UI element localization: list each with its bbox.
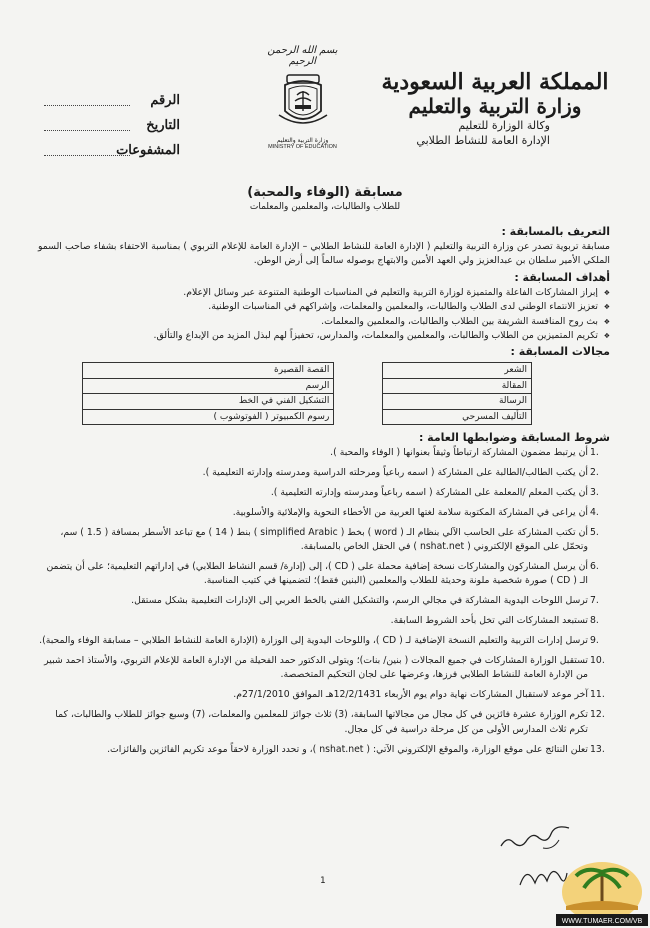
term-text: تعلن النتائج على موقع الوزارة، والموقع الإلكتروني الآتي: ( nshat.net )، و تحدد الوزارة لاحقاً موعد تكريم الفائزين والفائزات. bbox=[107, 743, 588, 755]
goals-list bbox=[38, 286, 610, 344]
ref-number-line bbox=[44, 95, 130, 106]
table-row bbox=[83, 394, 532, 409]
watermark-url: WWW.TUMAER.COM/VB bbox=[561, 918, 643, 925]
term-item bbox=[38, 526, 610, 555]
emblem-caption-ar: وزارة التربية والتعليم bbox=[276, 137, 329, 144]
letterhead-center bbox=[255, 45, 350, 150]
term-text: أن تكتب المشاركة على الحاسب الآلي بنظام الـ ( word ) بخط ( simplified Arabic ) بنط ( 14 ) مع تباعد الأسطر بمسافة ( 1.5 ) سم، وتحمّل على الموقع الإلكتروني ( nshat.net ) في الحقل الخاص بالمسابقة. bbox=[60, 526, 588, 553]
watermark-logo-icon bbox=[556, 860, 648, 926]
ref-date-row bbox=[40, 113, 180, 138]
letterhead-right bbox=[380, 70, 610, 148]
term-text: أن يراعى في المشاركة المكتوبة سلامة لغتها العربية من الأخطاء النحوية والإملائية والأسلوبية. bbox=[232, 506, 588, 518]
term-number: .1 bbox=[590, 447, 599, 459]
table-cell: التأليف المسرحي bbox=[383, 409, 532, 424]
fields-table bbox=[82, 362, 532, 425]
ref-date-label: التاريخ bbox=[146, 118, 180, 133]
table-cell: الرسم bbox=[83, 378, 334, 393]
ref-date-line bbox=[44, 120, 130, 131]
table-cell: الرسالة bbox=[383, 394, 532, 409]
term-item bbox=[38, 466, 610, 480]
term-number: .8 bbox=[590, 615, 599, 627]
department-name: الإدارة العامة للنشاط الطلابي bbox=[416, 134, 550, 147]
term-item bbox=[38, 708, 610, 737]
term-item bbox=[38, 654, 610, 683]
ministry-emblem-icon bbox=[273, 71, 333, 131]
ref-attachments-row bbox=[40, 138, 180, 163]
ref-attachments-label: المشفوعات bbox=[116, 143, 180, 158]
reference-fields bbox=[40, 88, 180, 163]
table-row bbox=[83, 363, 532, 378]
term-number: .5 bbox=[590, 526, 599, 538]
term-text: أن يرتبط مضمون المشاركة ارتباطاً وثيقاً بعنوانها ( الوفاء والمحبة ). bbox=[330, 447, 588, 459]
term-number: .12 bbox=[590, 709, 605, 721]
goal-item: ❖ إبراز المشاركات الفاعلة والمتميزة لوزارة التربية والتعليم في المناسبات الوطنية المتنوعة عبر وسائل الإعلام. bbox=[38, 286, 610, 300]
terms-list bbox=[38, 446, 610, 757]
term-text: تستبعد المشاركات التي تخل بأحد الشروط السابقة. bbox=[390, 615, 588, 627]
term-text: ترسل اللوحات اليدوية المشاركة في مجالي الرسم، والتشكيل الفني بالخط العربي إلى الإدارات التعليمية بشكل مستقل. bbox=[131, 595, 588, 607]
table-row bbox=[83, 409, 532, 424]
term-item bbox=[38, 446, 610, 460]
term-text: أن يرسل المشاركون والمشاركات نسخة إضافية محملة على ( CD )، إلى (إدارة/ قسم النشاط الطلابي) في إداراتهم التعليمية؛ على أن يتضمن الـ ( CD ) صورة شخصية ملونة وحديثة للطلاب والمعلمين (البنين فقط)؛ لتضمينها في كتيب المناسبة. bbox=[46, 561, 588, 587]
table-cell: المقالة bbox=[383, 378, 532, 393]
kingdom-name: المملكة العربية السعودية bbox=[381, 69, 609, 95]
term-number: .2 bbox=[590, 466, 599, 478]
term-number: .3 bbox=[590, 486, 599, 498]
ministry-name: وزارة التربية والتعليم bbox=[408, 94, 582, 118]
table-cell: القصة القصيرة bbox=[83, 363, 334, 378]
term-number: .13 bbox=[590, 743, 605, 755]
terms-heading: شروط المسابقة وضوابطها العامة : bbox=[418, 431, 610, 445]
basmala: بسم الله الرحمن الرحيم bbox=[267, 45, 338, 67]
term-number: .7 bbox=[590, 595, 599, 607]
term-number: .9 bbox=[590, 635, 599, 647]
title-main: مسابقة (الوفاء والمحبة) bbox=[247, 185, 403, 200]
table-cell: التشكيل الفني في الخط bbox=[83, 394, 334, 409]
term-item bbox=[38, 560, 610, 589]
ref-number-label: الرقم bbox=[150, 93, 180, 108]
term-item bbox=[38, 506, 610, 520]
term-text: آخر موعد لاستقبال المشاركات نهاية دوام يوم الأربعاء 12/2/1431هـ الموافق 27/1/2010م. bbox=[233, 689, 588, 701]
term-item bbox=[38, 594, 610, 608]
ref-number-row bbox=[40, 88, 180, 113]
document-body bbox=[38, 223, 610, 762]
term-item bbox=[38, 634, 610, 648]
signature-icon bbox=[495, 820, 575, 860]
term-text: تكرم الوزارة عشرة فائزين في كل مجال من مجالاتها السابقة، (3) ثلاث جوائز للمعلمين والمعلمات، (7) وسبع جوائز للطلاب والطالبات، كما تكرم ثلاث المدارس الأولى من كل مرحلة دراسية في كل مجال. bbox=[55, 709, 588, 735]
intro-text: مسابقة تربوية تصدر عن وزارة التربية والتعليم ( الإدارة العامة للنشاط الطلابي – الإدارة العامة للإعلام التربوي ) بمناسبة الاحتفاء بشفاء صاحب السمو الملكي الأمير سلطان بن عبدالعزيز ولي العهد الأمين والابتهاج بوصوله سالماً إلى أرض الوطن. bbox=[38, 241, 610, 267]
term-text: ترسل إدارات التربية والتعليم النسخة الإضافية لـ ( CD )، واللوحات اليدوية إلى الوزارة (الإدارة العامة للنشاط الطلابي – مسابقة الوفاء والمحبة). bbox=[39, 635, 588, 647]
term-item bbox=[38, 486, 610, 500]
agency-name: وكالة الوزارة للتعليم bbox=[458, 119, 550, 132]
term-number: .4 bbox=[590, 506, 599, 518]
goal-item: ❖ تعزيز الانتماء الوطني لدى الطلاب والطالبات، والمعلمين والمعلمات، وإشراكهم في المناسبات الوطنية. bbox=[38, 300, 610, 314]
term-number: .11 bbox=[590, 689, 605, 701]
ref-attachments-line bbox=[44, 145, 130, 156]
title-sub: للطلاب والطالبات، والمعلمين والمعلمات bbox=[249, 202, 401, 212]
goal-item: ❖ تكريم المتميزين من الطلاب والطالبات، والمعلمين والمعلمات، والمدارس، تحفيزاً لهم لبذل المزيد من الإبداع والتألق. bbox=[38, 329, 610, 343]
fields-heading: مجالات المسابقة : bbox=[510, 345, 610, 359]
term-text: أن يكتب الطالب/الطالبة على المشاركة ( اسمه رباعياً ومرحلته الدراسية ومدرسته وإدارته التعليمية ). bbox=[202, 466, 588, 478]
table-cell: الشعر bbox=[383, 363, 532, 378]
term-item bbox=[38, 688, 610, 702]
intro-heading: التعريف بالمسابقة : bbox=[501, 225, 610, 238]
table-cell: رسوم الكمبيوتر ( الفوتوشوب ) bbox=[83, 409, 334, 424]
goals-heading: أهداف المسابقة : bbox=[514, 270, 610, 284]
page-number: 1 bbox=[320, 876, 326, 886]
term-item bbox=[38, 743, 610, 757]
emblem-caption-en: MINISTRY OF EDUCATION bbox=[268, 144, 337, 150]
table-row bbox=[83, 378, 532, 393]
document-title bbox=[0, 185, 650, 212]
goal-item: ❖ بث روح المنافسة الشريفة بين الطلاب والطالبات، والمعلمين والمعلمات. bbox=[38, 315, 610, 329]
term-item bbox=[38, 614, 610, 628]
term-number: .6 bbox=[590, 561, 599, 572]
term-text: أن يكتب المعلم /المعلمة على المشاركة ( اسمه رباعياً ومدرسته وإدارته التعليمية ). bbox=[270, 486, 588, 498]
term-text: تستقبل الوزارة المشاركات في جميع المجالات ( بنين/ بنات)؛ ويتولى الدكتور حمد الفحيلة من الإدارة العامة للإعلام التربوي، والأستاذ احمد شبير من الإدارة العامة للنشاط الطلابي فرزها، وعرضها على لجان التحكيم المتخصصة. bbox=[44, 655, 588, 681]
term-number: .10 bbox=[590, 655, 605, 667]
